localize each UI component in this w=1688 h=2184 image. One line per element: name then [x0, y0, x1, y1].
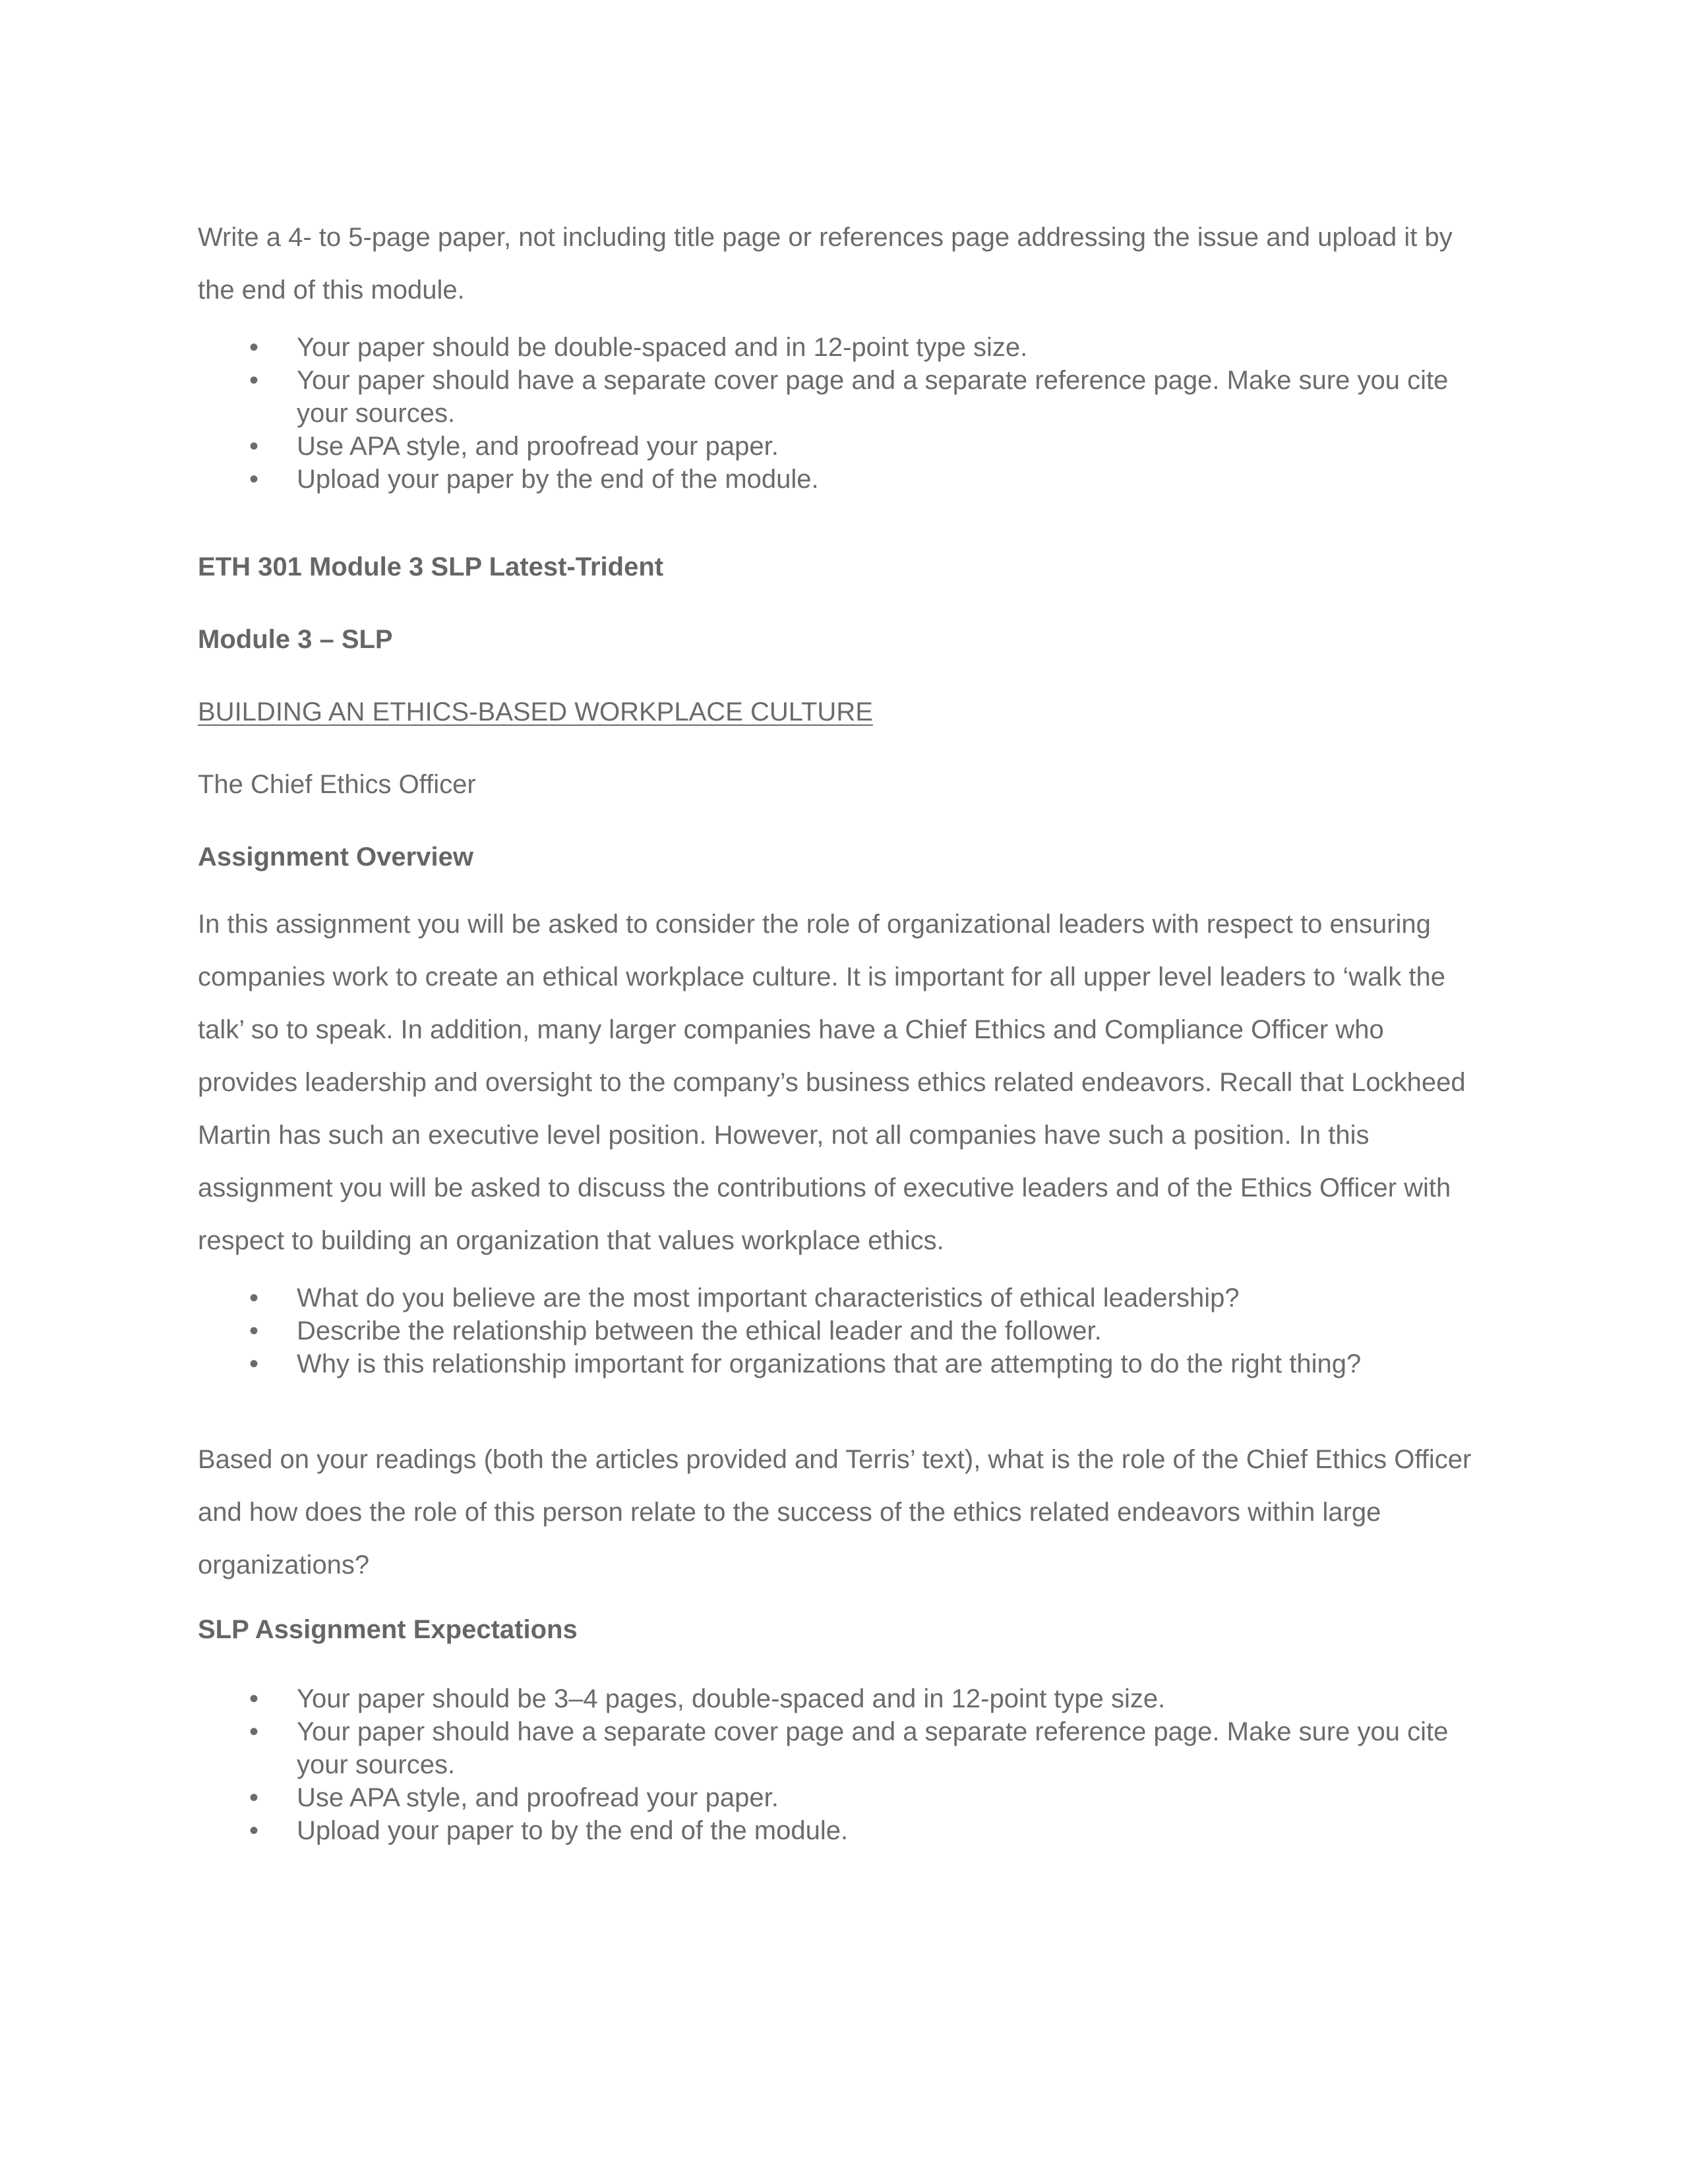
- overview-paragraph: In this assignment you will be asked to consider the role of organizational leaders with respect to ensuring companies work to create an ethical workplace culture. It is important for all upper level leaders to ‘walk the talk’ so to speak. In addition, many larger companies have a Chief Ethics and Compliance Officer who provides leadership and oversight to the company’s business ethics related endeavors. Recall that Lockheed Martin has such an executive level position. However, not all companies have such a position. In this assignment you will be asked to discuss the contributions of executive leaders and of the Ethics Officer with respect to building an organization that values workplace ethics.: [198, 910, 1466, 1255]
- list-item: • Use APA style, and proofread your paper.: [198, 430, 1490, 463]
- document-page: [198, 211, 1490, 1847]
- list-item: • Why is this relationship important for organizations that are attempting to do the right thing?: [198, 1347, 1490, 1380]
- bullet-icon: •: [249, 432, 259, 461]
- bullet-icon: •: [249, 1284, 259, 1313]
- list-item: • Your paper should be 3–4 pages, double-spaced and in 12-point type size.: [198, 1682, 1490, 1715]
- module-heading: Module 3 – SLP: [198, 625, 393, 654]
- list-item: • Use APA style, and proofread your paper.: [198, 1781, 1490, 1814]
- bullet-icon: •: [249, 1783, 259, 1812]
- list-item: • Describe the relationship between the ethical leader and the follower.: [198, 1314, 1490, 1347]
- bullet-icon: •: [249, 1316, 259, 1345]
- list-item: • Upload your paper to by the end of the module.: [198, 1814, 1490, 1847]
- list-item: • What do you believe are the most important characteristics of ethical leadership?: [198, 1282, 1490, 1314]
- list-item: • Your paper should have a separate cover page and a separate reference page. Make sure you cite your sources.: [198, 1715, 1490, 1781]
- expectations-heading: SLP Assignment Expectations: [198, 1615, 578, 1644]
- list-item: • Your paper should be double-spaced and in 12-point type size.: [198, 331, 1490, 364]
- bullet-icon: •: [249, 333, 259, 362]
- list-item: • Your paper should have a separate cover page and a separate reference page. Make sure you cite your sources.: [198, 364, 1490, 430]
- subtopic-heading: The Chief Ethics Officer: [198, 770, 476, 799]
- expectations-bullet-list: [198, 1682, 1490, 1847]
- overview-heading: Assignment Overview: [198, 842, 473, 871]
- bullet-icon: •: [249, 1684, 259, 1713]
- bullet-icon: •: [249, 1717, 259, 1746]
- bullet-icon: •: [249, 465, 259, 494]
- intro-paragraph: Write a 4- to 5-page paper, not including title page or references page addressing the issue and upload it by the end of this module.: [198, 223, 1453, 305]
- document-title: ETH 301 Module 3 SLP Latest-Trident: [198, 552, 664, 581]
- bullet-icon: •: [249, 1816, 259, 1845]
- question-bullet-list: [198, 1282, 1490, 1380]
- topic-heading: BUILDING AN ETHICS-BASED WORKPLACE CULTURE: [198, 697, 873, 726]
- intro-bullet-list: [198, 331, 1490, 496]
- followup-paragraph: Based on your readings (both the articles provided and Terris’ text), what is the role of the Chief Ethics Officer and how does the role of this person relate to the success of the ethics related endeavors within large organizations?: [198, 1445, 1472, 1579]
- bullet-icon: •: [249, 1349, 259, 1378]
- list-item: • Upload your paper by the end of the module.: [198, 463, 1490, 496]
- bullet-icon: •: [249, 366, 259, 395]
